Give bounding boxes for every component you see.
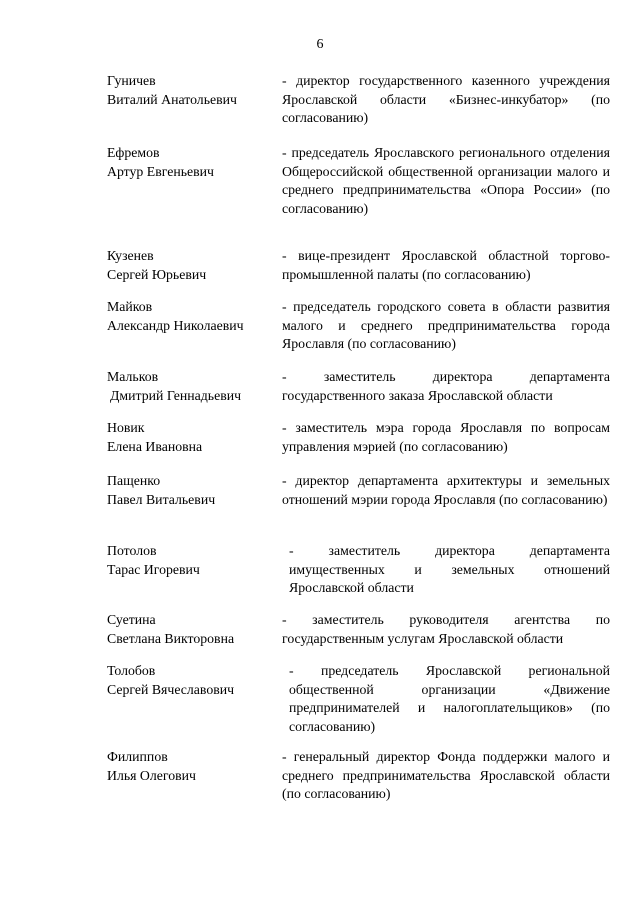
member-role: - директор государственного казенного учреждения Ярославской области «Бизнес-инкубатор» (по согласованию): [282, 73, 610, 125]
member-role: - председатель Ярославского регионального отделения Общероссийской общественной организации малого и среднего предпринимательства «Опора России» (по согласованию): [282, 145, 610, 216]
member-surname: Мальков: [107, 369, 159, 384]
member-name: [107, 298, 277, 335]
member-name: [107, 662, 277, 699]
member-name: [107, 542, 277, 579]
member-given-name: Сергей Вячеславович: [107, 681, 235, 697]
member-surname: Кузенев: [107, 248, 154, 263]
member-name: [107, 72, 277, 109]
member-role: - генеральный директор Фонда поддержки малого и среднего предпринимательства Ярославской области (по согласованию): [282, 749, 610, 801]
member-name: [107, 247, 277, 284]
member-surname: Майков: [107, 299, 153, 314]
member-role: - заместитель директора департамента имущественных и земельных отношений Ярославской области: [289, 543, 610, 595]
member-role: - заместитель мэра города Ярославля по вопросам управления мэрией (по согласованию): [282, 420, 610, 454]
member-surname: Потолов: [107, 543, 157, 558]
member-role: - вице-президент Ярославской областной торгово-промышленной палаты (по согласованию): [282, 248, 610, 282]
member-given-name: Сергей Юрьевич: [107, 266, 207, 282]
member-given-name: Александр Николаевич: [107, 317, 244, 333]
member-role: - председатель Ярославской региональной общественной организации «Движение предпринимателей и налогоплательщиков» (по согласованию): [289, 663, 610, 734]
member-surname: Пащенко: [107, 473, 161, 488]
member-name: [107, 748, 277, 785]
member-name: [107, 368, 277, 405]
member-role: - председатель городского совета в области развития малого и среднего предпринимательства города Ярославля (по согласованию): [282, 299, 610, 351]
page-number: 6: [316, 37, 324, 52]
member-surname: Гуничев: [107, 73, 156, 88]
member-surname: Толобов: [107, 663, 156, 678]
member-given-name: Светлана Викторовна: [107, 630, 235, 646]
member-role: - заместитель руководителя агентства по государственным услугам Ярославской области: [282, 612, 610, 646]
member-surname: Филиппов: [107, 749, 168, 764]
member-surname: Суетина: [107, 612, 156, 627]
member-given-name: Артур Евгеньевич: [107, 163, 214, 179]
member-given-name: Виталий Анатольевич: [107, 91, 237, 107]
member-role: - директор департамента архитектуры и земельных отношений мэрии города Ярославля (по согласованию): [282, 473, 610, 507]
member-given-name: Илья Олегович: [107, 767, 196, 783]
member-given-name: Тарас Игоревич: [107, 561, 200, 577]
member-surname: Ефремов: [107, 145, 160, 160]
member-given-name: Павел Витальевич: [107, 491, 216, 507]
member-role: - заместитель директора департамента государственного заказа Ярославской области: [282, 369, 610, 403]
member-given-name: Елена Ивановна: [107, 438, 203, 454]
member-name: [107, 419, 277, 456]
member-name: [107, 472, 277, 509]
member-name: [107, 611, 277, 648]
member-given-name: Дмитрий Геннадьевич: [110, 387, 242, 403]
member-surname: Новик: [107, 420, 145, 435]
member-name: [107, 144, 277, 181]
